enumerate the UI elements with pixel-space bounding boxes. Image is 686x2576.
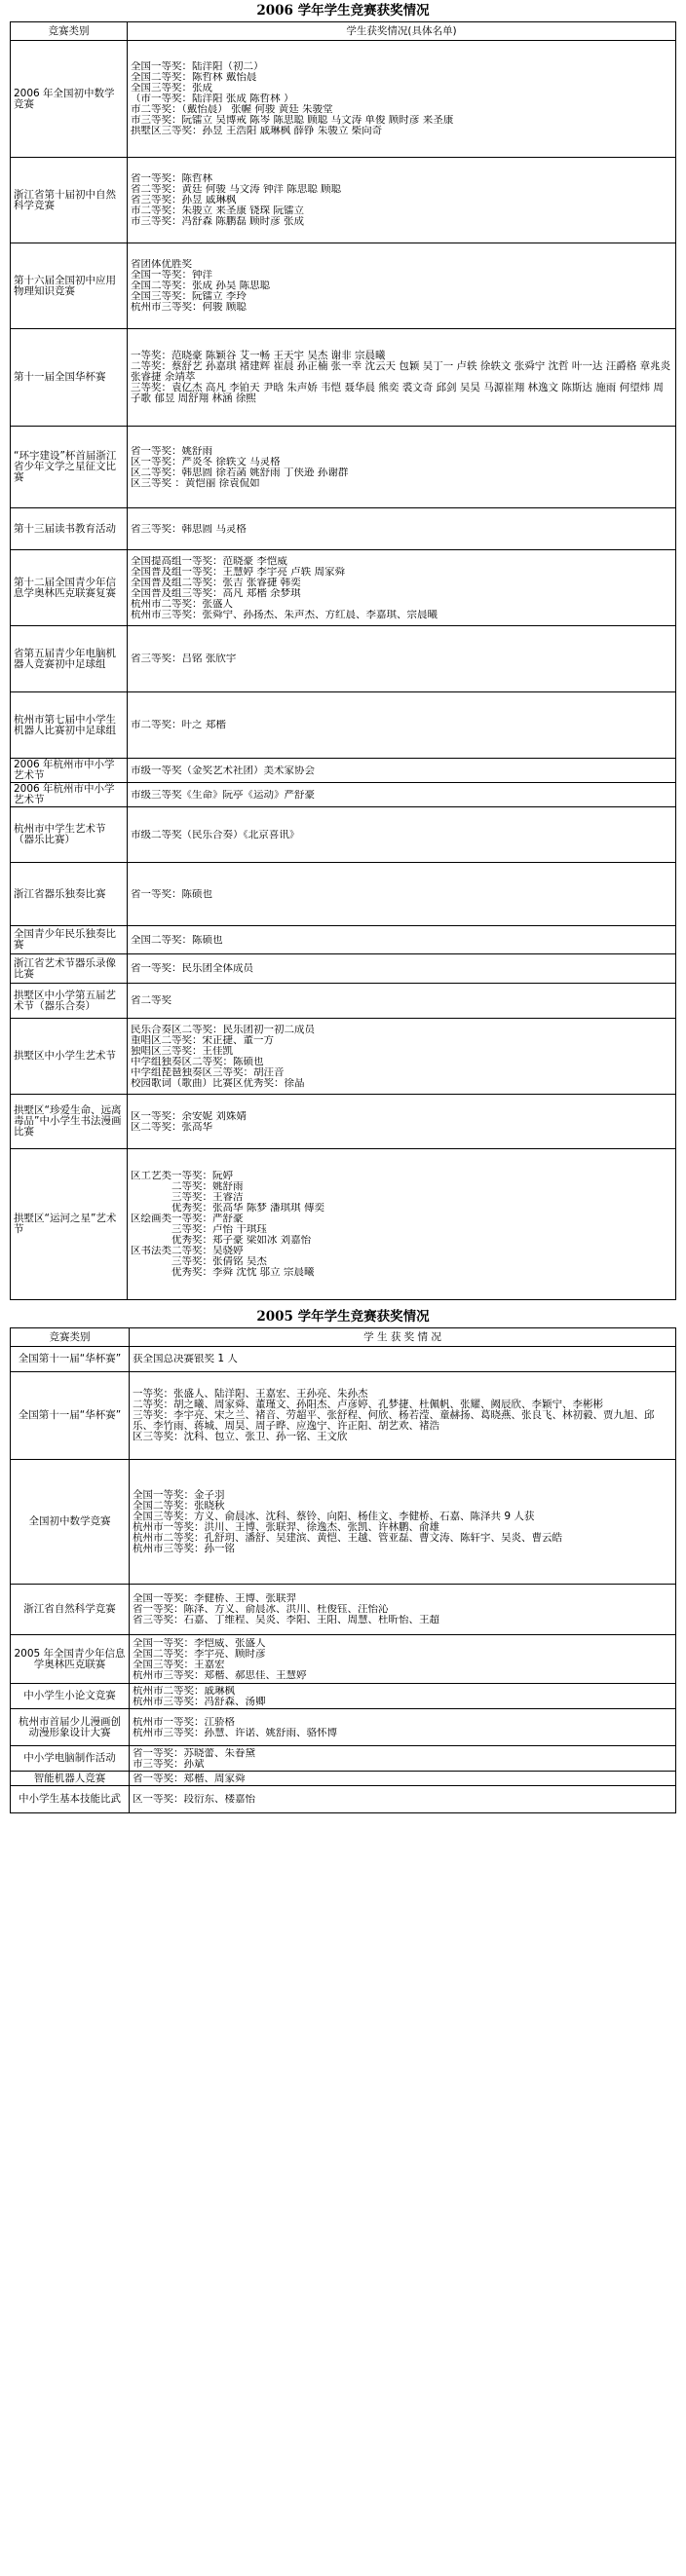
award-line: 市级三等奖《生命》阮亭《运动》严舒豪 [131, 789, 315, 801]
award-line: 省一等奖：郑楷、周家舜 [133, 1773, 246, 1784]
award-row [11, 1786, 676, 1813]
competition-category [11, 626, 128, 692]
award-line: 省团体优胜奖 [131, 259, 192, 270]
award-row [11, 329, 676, 427]
competition-category [11, 1635, 130, 1684]
award-details [128, 783, 676, 807]
competition-category [11, 1149, 128, 1300]
competition-category [11, 1684, 130, 1709]
award-details [130, 1585, 676, 1635]
award-row [11, 1372, 676, 1460]
award-line: 市二等奖：（戴怡晨） 张幄 何骏 黄廷 朱骏堂 [131, 104, 333, 115]
competition-name: 拱墅区“运河之星”艺术节 [14, 1213, 117, 1235]
award-line: 杭州市一等奖：江骄格 [133, 1716, 235, 1728]
award-line: 区书法类二等奖：吴骁婷 [131, 1246, 244, 1256]
competition-name: 中小学生小论文竞赛 [23, 1690, 116, 1701]
award-details [128, 508, 676, 550]
competition-name: 中小学电脑制作活动 [23, 1752, 116, 1764]
award-line: 杭州市三等奖：何骏 顾聪 [131, 302, 247, 313]
header-details: 学生获奖情况(具体名单) [128, 22, 676, 41]
award-line: 民乐合奏区二等奖：民乐团初一初二成员 [131, 1024, 315, 1035]
award-line: 区一等奖：余安妮 刘姝婧 [131, 1110, 247, 1122]
award-line: 省一等奖：陈哲林 [131, 173, 212, 184]
competition-category [11, 807, 128, 863]
award-row [11, 1347, 676, 1372]
award-line: 全国三等奖：王嘉宏 [133, 1659, 225, 1670]
competition-category [11, 1709, 130, 1746]
award-line: 省三等奖：孙昱 戚琳枫 [131, 195, 237, 205]
award-line: 三等奖：袁亿杰 高凡 李铂天 尹晗 朱声娇 韦恺 聂华晨 熊奕 裘文奇 邱剑 吴昊 马源崔翔 林逸文 陈斯达 施雨 何望炜 周子歌 郁昱 周舒翔 林涵 徐熙 [131, 382, 664, 404]
award-line: 省二等奖 [131, 995, 172, 1006]
award-row [11, 550, 676, 626]
award-line: 全国二等奖：陈哲林 戴怡晨 [131, 72, 257, 83]
award-row [11, 759, 676, 783]
award-row [11, 807, 676, 863]
award-row [11, 1149, 676, 1300]
award-line: 校园歌词（歌曲）比赛区优秀奖：徐晶 [131, 1077, 305, 1089]
award-details [128, 807, 676, 863]
award-row [11, 508, 676, 550]
award-details [130, 1772, 676, 1786]
awards-table-2006 [10, 21, 676, 1300]
award-line: 优秀奖：郑子豪 梁如冰 刘嘉怡 [131, 1235, 312, 1246]
competition-category [11, 158, 128, 243]
award-row [11, 926, 676, 954]
award-details [128, 863, 676, 926]
award-row [11, 243, 676, 329]
award-row [11, 1772, 676, 1786]
award-line: 省一等奖：陈泽、方义、俞晨冰、洪川、杜俊钰、汪怡沁 [133, 1604, 389, 1615]
competition-name: 全国青少年民乐独奏比赛 [14, 928, 116, 951]
award-line: 市级一等奖（金奖艺术社团）美术家协会 [131, 765, 315, 776]
award-row [11, 1746, 676, 1772]
competition-category [11, 1746, 130, 1772]
competition-category [11, 1019, 128, 1095]
competition-category [11, 783, 128, 807]
award-line: 三等奖：王睿洁 [131, 1192, 244, 1203]
award-line: 杭州市三等奖：张舜宁、孙扬杰、朱声杰、方红晨、李嘉琪、宗晨曦 [131, 609, 438, 620]
award-line: 杭州市一等奖：洪川、王博、张联羿、徐逸杰、张凯、许林鹏、俞雄 [133, 1520, 439, 1533]
competition-category [11, 1095, 128, 1149]
competition-name: 第十三届读书教育活动 [14, 522, 116, 535]
award-details [130, 1347, 676, 1372]
competition-name: 拱墅区“珍爱生命、远离毒品”中小学生书法漫画比赛 [14, 1104, 122, 1138]
competition-name: 2006 年全国初中数学竞赛 [14, 87, 115, 110]
award-line: 杭州市三等奖：孙一铭 [133, 1542, 235, 1554]
competition-name: 浙江省第十届初中自然科学竞赛 [14, 188, 116, 211]
award-row [11, 984, 676, 1019]
award-row [11, 158, 676, 243]
award-line: 三等奖：张倩铭 吴杰 [131, 1256, 267, 1267]
competition-category [11, 1347, 130, 1372]
competition-name: 杭州市中学生艺术节（器乐比赛） [14, 823, 106, 845]
award-line: 区二等奖：张高华 [131, 1121, 212, 1133]
award-line: 优秀奖：李舜 沈忱 邬立 宗晨曦 [131, 1267, 315, 1278]
award-line: 区一等奖：段衍东、楼嘉怡 [133, 1794, 255, 1805]
award-line: 全国普及组二等奖：张吉 张睿捷 韩奕 [131, 577, 301, 588]
award-line: 省一等奖：陈硕也 [131, 888, 212, 900]
award-line: 杭州市二等奖：孔舒玥、潘舒、吴建滨、黄恺、王越、管亚磊、曹文涛、陈轩宇、吴炎、曹云皓 [133, 1531, 562, 1544]
competition-category [11, 243, 128, 329]
award-line: 全国普及组一等奖：王慧婷 李宇亮 卢轶 周家舜 [131, 566, 346, 578]
competition-name: 省第五届青少年电脑机器人竞赛初中足球组 [14, 647, 116, 670]
award-details [128, 329, 676, 427]
competition-category [11, 863, 128, 926]
competition-category [11, 427, 128, 508]
award-details [130, 1786, 676, 1813]
award-details [130, 1372, 676, 1460]
competition-name: “环宇建设”杯首届浙江省少年文学之星征文比赛 [14, 450, 117, 483]
award-line: 获全国总决赛银奖 1 人 [133, 1354, 238, 1364]
award-details [130, 1709, 676, 1746]
award-row [11, 1019, 676, 1095]
competition-category [11, 550, 128, 626]
awards-table-2005 [10, 1327, 676, 1813]
competition-category [11, 1460, 130, 1585]
competition-name: 拱墅区中小学第五届艺术节（器乐合奏） [14, 989, 116, 1012]
competition-name: 第十六届全国初中应用物理知识竞赛 [14, 274, 116, 297]
award-line: 全国三等奖：方义、俞晨冰、沈科、蔡铃、向阳、杨佳文、李健桥、石嘉、陈泽共 9 人获 [133, 1510, 535, 1522]
award-line: 区一等奖：严炎冬 徐轶文 马灵格 [131, 456, 281, 467]
award-row [11, 1684, 676, 1709]
award-line: 一等奖：范晓豪 陈颖谷 艾一畅 王天宇 吴杰 谢非 宗晨曦 [131, 350, 386, 361]
award-details [128, 427, 676, 508]
award-line: 全国二等奖：李宇亮、顾时彦 [133, 1648, 266, 1660]
award-line: 独唱区三等奖：王佳凯 [131, 1045, 233, 1057]
award-line: 省三等奖：韩思圆 马灵格 [131, 523, 247, 535]
award-details [128, 954, 676, 984]
header-row-2005 [11, 1328, 676, 1347]
header-row-2006 [11, 22, 676, 41]
award-line: 省一等奖：民乐团全体成员 [131, 963, 253, 974]
competition-category [11, 954, 128, 984]
award-line: （市一等奖：陆洋阳 张成 陈哲林 ） [131, 93, 294, 104]
award-row [11, 41, 676, 158]
award-row [11, 1709, 676, 1746]
award-line: 杭州市三等奖：冯舒森、汤卿 [133, 1696, 266, 1707]
award-details [128, 243, 676, 329]
award-line: 市级二等奖（民乐合奏）《北京喜讯》 [131, 829, 300, 840]
award-line: 省一等奖：苏晓蕾、朱眷黛 [133, 1747, 255, 1759]
title-2005: 2005 学年学生竞赛获奖情况 [256, 1309, 430, 1325]
award-row [11, 1460, 676, 1585]
award-line: 二等奖：胡之曦、周家舜、董瑾文、孙阳杰、卢彦婷、孔梦捷、杜佩帆、张耀、阙辰欣、李颖宁、李彬彬 [133, 1399, 603, 1410]
award-line: 一等奖：张盛人、陆洋阳、王嘉宏、王孙亮、朱孙杰 [133, 1388, 368, 1400]
award-line: 中学组独奏区二等奖：陈硕也 [131, 1056, 264, 1067]
award-line: 市二等奖：叶之 郑楷 [131, 720, 226, 730]
award-row [11, 783, 676, 807]
award-line: 区三等奖：沈科、包立、张卫、孙一铭、王文欣 [133, 1431, 348, 1442]
award-line: 省三等奖：吕铭 张欣宇 [131, 653, 237, 664]
competition-name: 全国第十一届“华杯赛” [18, 1353, 122, 1364]
award-line: 区绘画类一等奖：严舒豪 [131, 1213, 244, 1224]
competition-category [11, 926, 128, 954]
competition-name: 杭州市第七届中小学生机器人比赛初中足球组 [14, 713, 116, 736]
award-line: 全国二等奖：张成 孙昊 陈思聪 [131, 280, 271, 291]
award-line: 全国一等奖：钟洋 [131, 270, 212, 280]
competition-category [11, 41, 128, 158]
award-line: 省一等奖：姚舒雨 [131, 445, 212, 457]
section-2006 [10, 0, 676, 1300]
award-details [128, 692, 676, 759]
award-details [128, 1149, 676, 1300]
award-line: 全国三等奖：张成 [131, 83, 212, 93]
competition-category [11, 329, 128, 427]
award-line: 市三等奖：冯舒森 陈鹏磊 顾时彦 张成 [131, 216, 305, 227]
award-line: 重唱区二等奖：宋正捷、董一方 [131, 1034, 274, 1046]
award-line: 优秀奖：张高华 陈梦 潘琪琪 傅奕 [131, 1203, 325, 1213]
competition-name: 2006 年杭州市中小学艺术节 [14, 783, 115, 805]
competition-name: 智能机器人竞赛 [33, 1772, 106, 1784]
award-line: 全国二等奖：陈硕也 [131, 934, 223, 946]
header-details: 学 生 获 奖 情 况 [130, 1328, 676, 1347]
competition-name: 浙江省艺术节器乐录像比赛 [14, 956, 116, 980]
competition-category [11, 1772, 130, 1786]
competition-name: 中小学生基本技能比武 [19, 1793, 121, 1805]
header-category: 竞赛类别 [11, 1328, 130, 1347]
award-details [130, 1460, 676, 1585]
competition-category [11, 1372, 130, 1460]
competition-name: 2005 年全国青少年信息学奥林匹克联赛 [14, 1647, 126, 1670]
award-line: 区工艺类一等奖：阮婷 [131, 1171, 233, 1181]
competition-name: 第十一届全国华杯赛 [14, 371, 106, 383]
award-line: 市二等奖：朱骏立 来圣康 铙琛 阮镭立 [131, 205, 305, 216]
award-row [11, 1635, 676, 1684]
award-line: 杭州市二等奖：张盛人 [131, 598, 233, 610]
award-line: 区三等奖 ：黄恺丽 徐袁侃如 [131, 477, 260, 489]
award-line: 省三等奖：石嘉、丁维程、吴炎、李阳、王阳、周慧、杜昕怡、王超 [133, 1615, 439, 1625]
award-line: 中学组琵琶独奏区三等奖：胡汪音 [131, 1066, 285, 1078]
competition-category [11, 692, 128, 759]
award-details [128, 984, 676, 1019]
competition-category [11, 984, 128, 1019]
award-line: 二等奖：姚舒雨 [131, 1181, 244, 1192]
title-2006: 2006 学年学生竞赛获奖情况 [256, 3, 430, 19]
award-line: 全国一等奖：金子羽 [133, 1488, 225, 1501]
competition-category [11, 508, 128, 550]
award-details [128, 41, 676, 158]
award-line: 全国一等奖：李健桥、王博、张联羿 [133, 1593, 296, 1604]
table-body-2006 [11, 41, 676, 1300]
award-line: 市三等奖：阮镭立 吴博戒 陈岑 陈思聪 顾聪 马文涛 单俊 顾时彦 来圣康 [131, 115, 454, 126]
award-details [128, 1019, 676, 1095]
award-line: 杭州市三等奖：孙慧、许诺、姚舒雨、骆怀博 [133, 1727, 337, 1738]
award-line: 全国二等奖：张晓秋 [133, 1499, 225, 1512]
section-2005 [10, 1306, 676, 1813]
competition-category [11, 1585, 130, 1635]
competition-name: 杭州市首届少儿漫画创动漫形象设计大赛 [19, 1715, 121, 1738]
competition-name: 全国第十一届“华杯赛” [18, 1409, 122, 1421]
competition-category [11, 1786, 130, 1813]
award-line: 全国一等奖：陆洋阳（初二） [131, 61, 264, 72]
award-line: 全国提高组一等奖：范晓豪 李恺威 [131, 555, 287, 567]
award-line: 全国一等奖：李恺威、张盛人 [133, 1637, 266, 1649]
award-details [130, 1746, 676, 1772]
competition-category [11, 759, 128, 783]
table-body-2005 [11, 1347, 676, 1813]
award-details [128, 926, 676, 954]
award-row [11, 626, 676, 692]
award-details [128, 759, 676, 783]
award-row [11, 954, 676, 984]
award-row [11, 863, 676, 926]
competition-name: 第十二届全国青少年信息学奥林匹克联赛复赛 [14, 576, 116, 599]
award-line: 三等奖：李宇亮、宋之兰、褚音、劳超平、张舒程、何欣、杨若滢、童赫扬、葛晓燕、张良飞、林初毅、贾九旭、邱乐、李竹雨、蒋城、周昊、周子晔、应逸宁、许正阳、胡艺欢、褚浩 [133, 1409, 655, 1432]
award-details [130, 1635, 676, 1684]
header-category: 竞赛类别 [11, 22, 128, 41]
award-details [128, 1095, 676, 1149]
award-line: 拱墅区三等奖：孙昱 王浩阳 戚琳枫 薛铮 朱骏立 柴向奇 [131, 126, 383, 136]
award-line: 杭州市二等奖：戚琳枫 [133, 1685, 235, 1697]
award-details [128, 550, 676, 626]
award-line: 三等奖：卢怡 干琪珏 [131, 1224, 267, 1235]
competition-name: 全国初中数学竞赛 [28, 1515, 111, 1527]
competition-name: 浙江省自然科学竞赛 [23, 1603, 116, 1615]
award-line: 二等奖：蔡舒艺 孙嘉琪 褚建辉 崔晨 孙正楠 张一幸 沈云天 包颖 吴丁一 卢轶 徐轶文 张舜宁 沈哲 叶一达 汪爵格 章兆炎 张睿捷 余靖萃 [131, 360, 671, 383]
competition-name: 拱墅区中小学生艺术节 [14, 1050, 116, 1062]
award-line: 杭州市三等奖：郑楷、郝思佳、王慧婷 [133, 1669, 307, 1681]
award-row [11, 692, 676, 759]
award-row [11, 1585, 676, 1635]
award-details [130, 1684, 676, 1709]
competition-name: 浙江省器乐独奏比赛 [14, 887, 106, 900]
award-row [11, 427, 676, 508]
award-line: 全国三等奖：阮镭立 李玲 [131, 291, 247, 302]
award-line: 全国普及组三等奖：高凡 郑楷 余梦琪 [131, 587, 301, 599]
award-details [128, 158, 676, 243]
competition-name: 2006 年杭州市中小学艺术节 [14, 759, 115, 781]
award-line: 市三等奖：孙斌 [133, 1758, 205, 1770]
award-details [128, 626, 676, 692]
award-line: 省二等奖：黄廷 何骏 马文涛 钟洋 陈思聪 顾聪 [131, 184, 342, 195]
award-line: 区二等奖：韩思圆 徐若菡 姚舒雨 丁侠逊 孙谢群 [131, 467, 349, 478]
award-row [11, 1095, 676, 1149]
